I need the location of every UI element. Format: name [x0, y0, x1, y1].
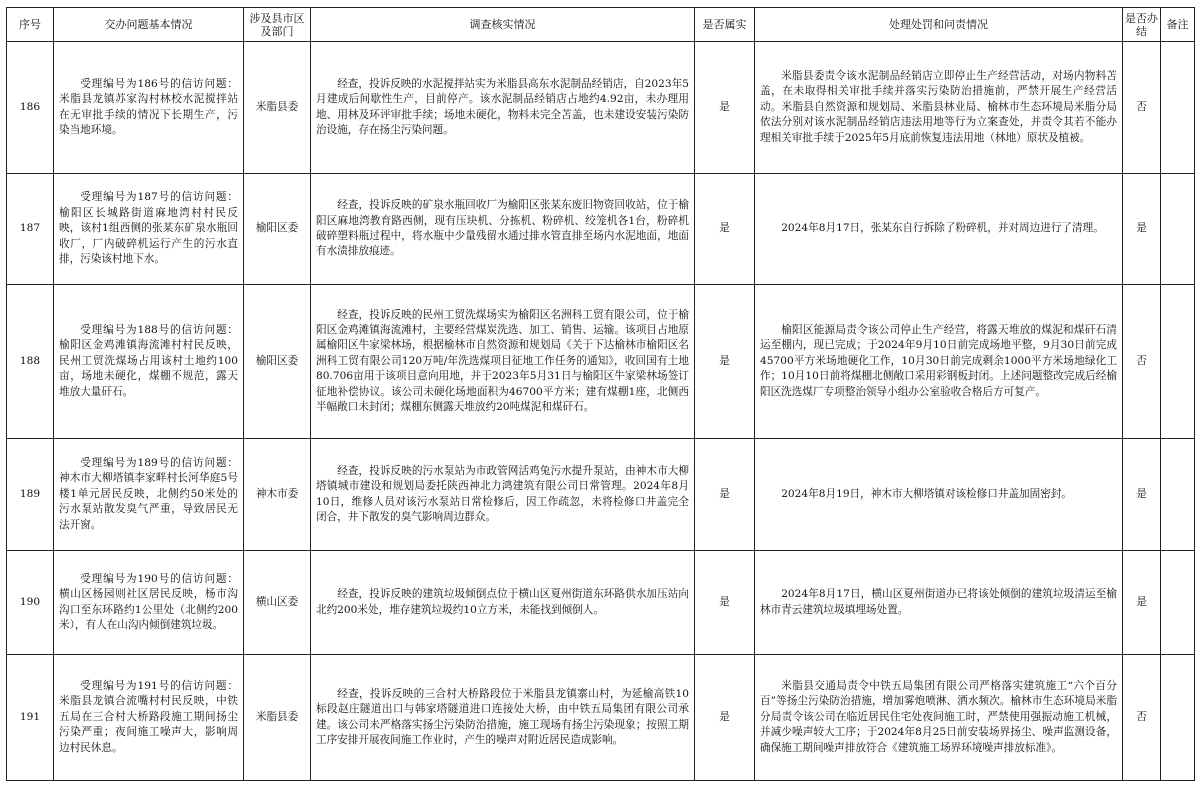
cell-problem: 受理编号为187号的信访问题：榆阳区长城路街道麻地湾村村民反映，该村1组西侧的张某东矿泉水瓶回收厂，厂内破碎机运行产生的污水直排，污染该村地下水。 — [54, 174, 244, 285]
cell-investigation: 经查，投诉反映的民州工贸洗煤场实为榆阳区名洲科工贸有限公司，位于榆阳区金鸡滩镇海流滩村，主要经营煤炭洗选、加工、销售、运输。该项目占地原属榆阳区牛家梁林场，根据榆林市自然资源和规划局《关于下达榆林市榆阳区名洲科工贸有限公司120万吨/年洗选煤项目征地工作任务的通知》，收回国有土地80.706亩用于该项目意向用地，并于2023年5月31日与榆阳区牛家梁林场签订征地补偿协议。该公司未硬化场地面积为46700平方米；建有煤棚1座，北侧西半幅敞口未封闭；煤棚东侧露天堆放约20吨煤泥和煤矸石。 — [311, 285, 695, 439]
cell-done: 是 — [1123, 174, 1161, 285]
cell-done: 否 — [1123, 655, 1161, 781]
cell-problem: 受理编号为186号的信访问题：米脂县龙镇苏家沟村林校水泥搅拌站在无审批手续的情况下长期生产，污染当地环境。 — [54, 42, 244, 174]
cell-no: 186 — [7, 42, 54, 174]
cell-note — [1161, 42, 1195, 174]
header-dept: 涉及县市区及部门 — [244, 8, 311, 42]
table-row — [7, 551, 1195, 655]
cell-handling: 2024年8月17日，张某东自行拆除了粉碎机，并对周边进行了清理。 — [755, 174, 1123, 285]
cell-investigation: 经查，投诉反映的建筑垃圾倾倒点位于横山区夏州街道东环路供水加压站向北约200米处，堆存建筑垃圾约10立方米，未能找到倾倒人。 — [311, 551, 695, 655]
cell-true: 是 — [695, 285, 755, 439]
cell-note — [1161, 551, 1195, 655]
cell-no: 191 — [7, 655, 54, 781]
cell-investigation: 经查，投诉反映的污水泵站为市政管网活鸡兔污水提升泵站，由神木市大柳塔镇城市建设和规划局委托陕西神北力鸿建筑有限公司日常管理。2024年8月10日，维修人员对该污水泵站日常检修后，因工作疏忽，未将检修口井盖完全闭合，井下散发的臭气影响周边群众。 — [311, 439, 695, 551]
header-true: 是否属实 — [695, 8, 755, 42]
cell-true: 是 — [695, 439, 755, 551]
header-problem: 交办问题基本情况 — [54, 8, 244, 42]
cell-note — [1161, 174, 1195, 285]
cell-done: 否 — [1123, 285, 1161, 439]
cell-handling: 2024年8月17日，横山区夏州街道办已将该处倾倒的建筑垃圾清运至榆林市青云建筑垃圾填埋场处置。 — [755, 551, 1123, 655]
cell-investigation: 经查，投诉反映的矿泉水瓶回收厂为榆阳区张某东废旧物资回收站，位于榆阳区麻地湾教育路西侧，现有压块机、分拣机、粉碎机、绞笼机各1台，粉碎机破碎塑料瓶过程中，将水瓶中少量残留水通过排水管直排至场内水泥地面，地面有水渍排放痕迹。 — [311, 174, 695, 285]
cell-no: 187 — [7, 174, 54, 285]
cell-done: 否 — [1123, 42, 1161, 174]
cell-done: 是 — [1123, 439, 1161, 551]
cell-problem: 受理编号为188号的信访问题：榆阳区金鸡滩镇海流滩村村民反映，民州工贸洗煤场占用该村土地约100亩，场地未硬化，煤棚不规范，露天堆放大量矸石。 — [54, 285, 244, 439]
table-row — [7, 655, 1195, 781]
cell-dept: 榆阳区委 — [244, 174, 311, 285]
table-header-row — [7, 8, 1195, 42]
cell-dept: 榆阳区委 — [244, 285, 311, 439]
cell-note — [1161, 439, 1195, 551]
cell-done: 是 — [1123, 551, 1161, 655]
cell-true: 是 — [695, 174, 755, 285]
cell-problem: 受理编号为191号的信访问题：米脂县龙镇合流嘴村村民反映，中铁五局在三合村大桥路段施工期间扬尘污染严重；夜间施工噪声大，影响周边村民休息。 — [54, 655, 244, 781]
cell-dept: 神木市委 — [244, 439, 311, 551]
cell-dept: 米脂县委 — [244, 42, 311, 174]
header-investigation: 调查核实情况 — [311, 8, 695, 42]
case-table — [6, 7, 1195, 781]
header-note: 备注 — [1161, 8, 1195, 42]
cell-no: 190 — [7, 551, 54, 655]
cell-true: 是 — [695, 551, 755, 655]
cell-problem: 受理编号为190号的信访问题：横山区杨园则社区居民反映，杨市沟沟口至东环路约1公里处（北侧约200米），有人在山沟内倾倒建筑垃圾。 — [54, 551, 244, 655]
cell-no: 189 — [7, 439, 54, 551]
cell-true: 是 — [695, 655, 755, 781]
header-done: 是否办结 — [1123, 8, 1161, 42]
cell-handling: 榆阳区能源局责令该公司停止生产经营，将露天堆放的煤泥和煤矸石清运至棚内，现已完成；于2024年9月10日前完成场地平整，9月30日前完成45700平方米场地硬化工作，10月30日前完成剩余1000平方米场地绿化工作；10月10日前将煤棚北侧敞口采用彩钢板封闭。上述问题整改完成后经榆阳区洗选煤厂专项整治领导小组办公室验收合格后方可复产。 — [755, 285, 1123, 439]
table-row — [7, 439, 1195, 551]
cell-handling: 2024年8月19日，神木市大柳塔镇对该检修口井盖加固密封。 — [755, 439, 1123, 551]
cell-note — [1161, 285, 1195, 439]
header-no: 序号 — [7, 8, 54, 42]
header-handling: 处理处罚和问责情况 — [755, 8, 1123, 42]
cell-note — [1161, 655, 1195, 781]
cell-handling: 米脂县交通局责令中铁五局集团有限公司严格落实建筑施工“六个百分百”等扬尘污染防治措施，增加雾炮喷淋、洒水频次。榆林市生态环境局米脂分局责令该公司在临近居民住宅处夜间施工时，严禁使用强振动施工机械，并减少噪声较大工序；于2024年8月25日前安装场界扬尘、噪声监测设备，确保施工期间噪声排放符合《建筑施工场界环境噪声排放标准》。 — [755, 655, 1123, 781]
cell-dept: 米脂县委 — [244, 655, 311, 781]
cell-investigation: 经查，投诉反映的水泥搅拌站实为米脂县高东水泥制品经销店，自2023年5月建成后间歇性生产，目前停产。该水泥制品经销店占地约4.92亩，未办理用地、用林及环评审批手续；场地未硬化，物料未完全苫盖，也未建设安装污染防治设施，存在扬尘污染问题。 — [311, 42, 695, 174]
cell-dept: 横山区委 — [244, 551, 311, 655]
table-row — [7, 174, 1195, 285]
cell-true: 是 — [695, 42, 755, 174]
cell-investigation: 经查，投诉反映的三合村大桥路段位于米脂县龙镇寨山村，为延榆高铁10标段赵庄隧道出口与韩家塔隧道进口连接处大桥，由中铁五局集团有限公司承建。该公司未严格落实扬尘污染防治措施，施工现场有扬尘污染现象；按照工期工序安排开展夜间施工作业时，产生的噪声对附近居民造成影响。 — [311, 655, 695, 781]
table-row — [7, 42, 1195, 174]
cell-handling: 米脂县委责令该水泥制品经销店立即停止生产经营活动，对场内物料苫盖，在未取得相关审批手续并落实污染防治措施前，严禁开展生产经营活动。米脂县自然资源和规划局、米脂县林业局、榆林市生态环境局米脂分局依法分别对该水泥制品经销店违法用地等行为立案查处，并责令其若不能办理相关审批手续于2025年5月底前恢复违法用地（林地）原状及植被。 — [755, 42, 1123, 174]
cell-no: 188 — [7, 285, 54, 439]
cell-problem: 受理编号为189号的信访问题：神木市大柳塔镇李家畔村长河华庭5号楼1单元居民反映，北侧约50米处的污水泵站散发臭气严重，导致居民无法开窗。 — [54, 439, 244, 551]
table-row — [7, 285, 1195, 439]
